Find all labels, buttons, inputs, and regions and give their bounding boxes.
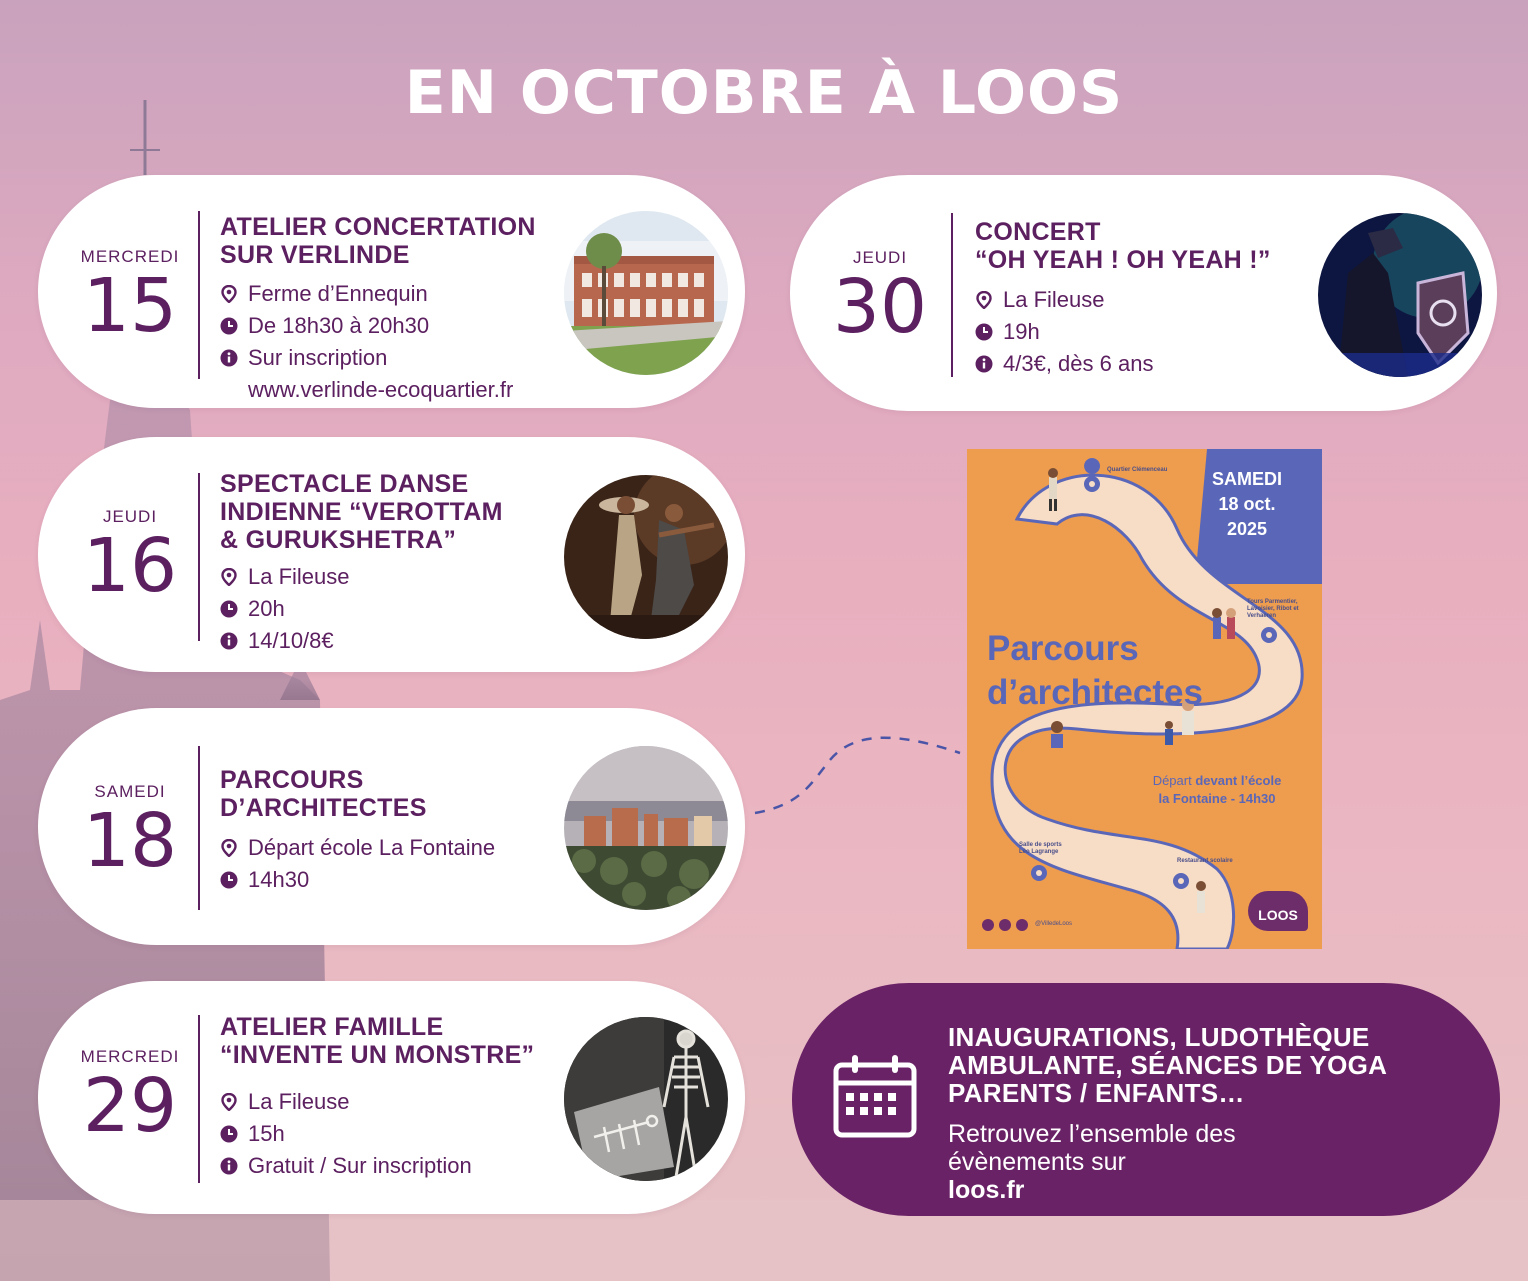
event-day-number: 15 [82, 263, 178, 349]
facebook-icon [982, 919, 994, 931]
event-weekday: SAMEDI [94, 782, 166, 801]
event-title: ATELIER FAMILLE “INVENTE UN MONSTRE” [220, 1013, 535, 1069]
event-details [220, 1086, 472, 1182]
event-date [50, 782, 210, 884]
event-weekday: MERCREDI [80, 247, 180, 266]
calendar-icon [832, 1053, 920, 1141]
location-pin-icon [220, 839, 238, 857]
event-place: Ferme d’Ennequin [248, 281, 428, 306]
promo-heading: INAUGURATIONS, LUDOTHÈQUE AMBULANTE, SÉANCES DE YOGA PARENTS / ENFANTS… [948, 1022, 1388, 1108]
event-place: La Fileuse [1003, 287, 1105, 312]
divider [198, 1015, 200, 1183]
info-icon [975, 355, 993, 373]
location-pin-icon [975, 291, 993, 309]
event-link[interactable]: www.verlinde-ecoquartier.fr [248, 377, 514, 402]
promo-banner[interactable] [792, 983, 1500, 1216]
clock-icon [220, 317, 238, 335]
divider [198, 746, 200, 910]
event-info: Sur inscription [248, 345, 388, 370]
event-weekday: JEUDI [102, 507, 158, 526]
promo-text: Retrouvez l’ensemble des évènements sur loos.fr [948, 1120, 1236, 1204]
poster-label-clemenceau: Quartier Clémenceau [1107, 467, 1168, 473]
linkedin-icon [1016, 919, 1028, 931]
page-title: EN OCTOBRE À LOOS [404, 58, 1124, 128]
verlinde-building-photo [564, 211, 728, 375]
event-day-number: 18 [82, 798, 178, 884]
instagram-icon [999, 919, 1011, 931]
poster-departure: Départ devant l’école la Fontaine - 14h30 [1152, 773, 1282, 806]
event-title: CONCERT “OH YEAH ! OH YEAH !” [975, 218, 1271, 274]
event-date [50, 247, 210, 349]
skeleton-monster-photo [564, 1017, 728, 1181]
clock-icon [220, 1125, 238, 1143]
event-info: Gratuit / Sur inscription [248, 1153, 472, 1178]
concert-knight-photo [1318, 213, 1482, 377]
divider [198, 211, 200, 379]
event-card-29[interactable] [38, 981, 745, 1214]
info-icon [220, 349, 238, 367]
event-weekday: JEUDI [852, 248, 908, 267]
info-icon [220, 1157, 238, 1175]
event-title: SPECTACLE DANSE INDIENNE “VEROTTAM & GURUKSHETRA” [220, 470, 503, 554]
event-details [220, 832, 495, 896]
poster-social-handle: @VilledeLoos [1035, 921, 1073, 927]
event-day-number: 16 [82, 523, 178, 609]
event-time: 20h [248, 596, 285, 621]
event-info: 4/3€, dès 6 ans [1003, 351, 1154, 376]
dashed-connector [750, 725, 965, 820]
poster-label-sports: Salle de sports Léo Lagrange [1019, 842, 1062, 855]
event-place: La Fileuse [248, 564, 350, 589]
event-info: 14/10/8€ [248, 628, 334, 653]
event-place: Départ école La Fontaine [248, 835, 496, 860]
event-card-30[interactable] [790, 175, 1497, 411]
event-title: PARCOURS D’ARCHITECTES [220, 766, 427, 822]
event-details [975, 284, 1153, 380]
city-aerial-photo [564, 746, 728, 910]
event-details [220, 561, 350, 657]
event-place: La Fileuse [248, 1089, 350, 1114]
event-date [50, 1047, 210, 1149]
event-card-16[interactable] [38, 437, 745, 672]
event-time: 15h [248, 1121, 285, 1146]
clock-icon [220, 871, 238, 889]
event-time: 14h30 [248, 867, 310, 892]
event-card-18[interactable] [38, 708, 745, 945]
poster-label-tours: Tours Parmentier, Lavoisier, Ribot et Verhaeren [1247, 599, 1299, 619]
event-weekday: MERCREDI [80, 1047, 180, 1066]
poster-date: SAMEDI 18 oct. 2025 [1211, 469, 1282, 539]
indian-dance-photo [564, 475, 728, 639]
divider [198, 473, 200, 641]
location-pin-icon [220, 568, 238, 586]
event-time: De 18h30 à 20h30 [248, 313, 430, 338]
event-date [800, 248, 960, 350]
event-day-number: 30 [832, 264, 928, 350]
poster-label-restaurant: Restaurant scolaire [1177, 858, 1233, 864]
event-card-15[interactable] [38, 175, 745, 408]
event-day-number: 29 [82, 1063, 178, 1149]
clock-icon [220, 600, 238, 618]
event-details [220, 278, 513, 406]
event-title: ATELIER CONCERTATION SUR VERLINDE [220, 213, 536, 269]
event-date [50, 507, 210, 609]
loos-logo: LOOS [1248, 891, 1308, 931]
location-pin-icon [220, 285, 238, 303]
event-time: 19h [1003, 319, 1040, 344]
clock-icon [975, 323, 993, 341]
poster-title: Parcours d’architectes [987, 629, 1203, 712]
location-pin-icon [220, 1093, 238, 1111]
info-icon [220, 632, 238, 650]
parcours-poster[interactable] [967, 449, 1322, 949]
divider [951, 213, 953, 377]
loos-link[interactable]: loos.fr [948, 1176, 1025, 1204]
